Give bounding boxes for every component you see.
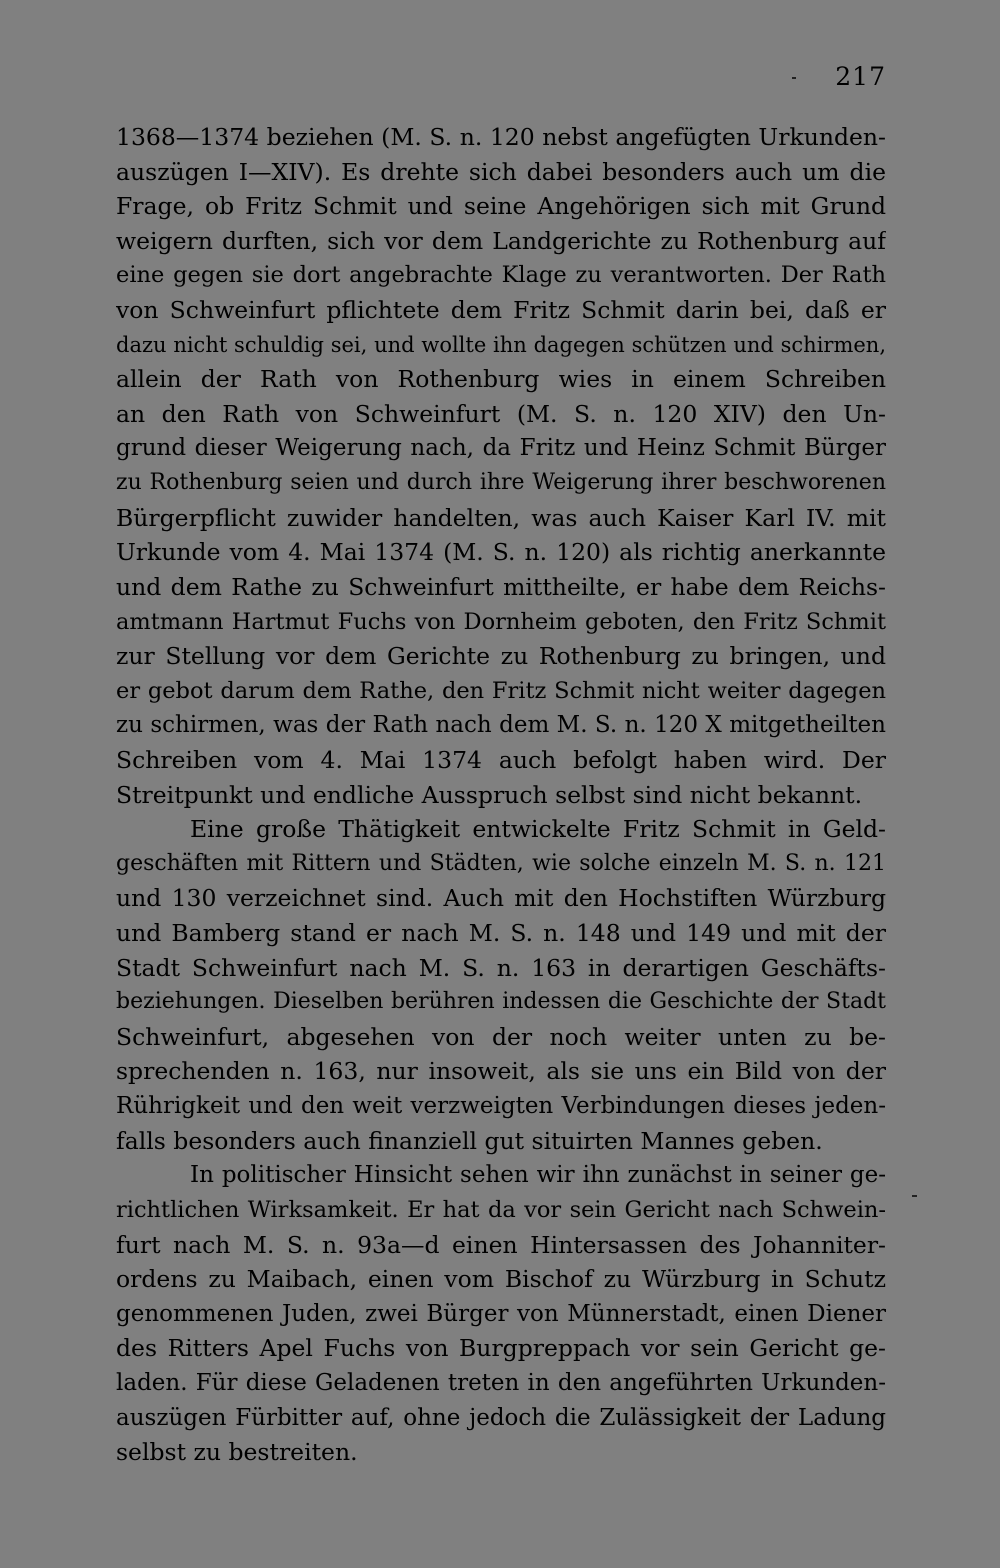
text-line: Eine große Thätigkeit entwickelte Fritz Schmit in Geld- (190, 815, 886, 844)
text-line: an den Rath von Schweinfurt (M. S. n. 120 XIV) den Un- (116, 399, 886, 428)
text-line: auszügen Fürbitter auf, ohne jedoch die Zulässigkeit der Ladung (116, 1404, 886, 1431)
text-line: des Ritters Apel Fuchs von Burgpreppach vor sein Gericht ge- (116, 1334, 886, 1363)
text-line: er gebot darum dem Rathe, den Fritz Schmit nicht weiter dagegen (116, 677, 886, 704)
text-line: In politischer Hinsicht sehen wir ihn zunächst in seiner ge- (190, 1162, 886, 1189)
text-line: selbst zu bestreiten. (116, 1438, 358, 1467)
paragraph (116, 120, 886, 812)
text-line: Bürgerpflicht zuwider handelten, was auch Kaiser Karl IV. mit (116, 503, 886, 532)
text-line: Stadt Schweinfurt nach M. S. n. 163 in derartigen Geschäfts- (116, 953, 886, 982)
paragraph (116, 812, 886, 1158)
text-line: ordens zu Maibach, einen vom Bischof zu Würzburg in Schutz (116, 1265, 886, 1294)
text-line: zu schirmen, was der Rath nach dem M. S. n. 120 X mitgetheilten (116, 712, 886, 739)
text-line: sprechenden n. 163, nur insoweit, als sie uns ein Bild von der (116, 1057, 886, 1086)
text-line: Rührigkeit und den weit verzweigten Verbindungen dieses jeden- (116, 1093, 886, 1120)
body-text (116, 120, 886, 1470)
text-line: Streitpunkt und endliche Ausspruch selbst sind nicht bekannt. (116, 780, 863, 809)
page-speck (792, 77, 796, 79)
text-line: eine gegen sie dort angebrachte Klage zu verantworten. Der Rath (116, 262, 886, 289)
page-speck (912, 1195, 917, 1197)
text-line: allein der Rath von Rothenburg wies in einem Schreiben (116, 365, 886, 394)
text-line: beziehungen. Dieselben berühren indessen die Geschichte der Stadt (116, 989, 886, 1015)
text-line: falls besonders auch finanziell gut situirten Mannes geben. (116, 1126, 823, 1155)
text-line: auszügen I—XIV). Es drehte sich dabei besonders auch um die (116, 157, 886, 186)
paragraph (116, 1158, 886, 1469)
text-line: richtlichen Wirksamkeit. Er hat da vor sein Gericht nach Schwein- (116, 1196, 886, 1223)
text-line: und dem Rathe zu Schweinfurt mittheilte, er habe dem Reichs- (116, 572, 886, 601)
text-line: und 130 verzeichnet sind. Auch mit den Hochstiften Würzburg (116, 884, 886, 913)
text-line: Frage, ob Fritz Schmit und seine Angehörigen sich mit Grund (116, 192, 886, 221)
text-line: genommenen Juden, zwei Bürger von Münnerstadt, einen Diener (116, 1300, 886, 1327)
text-line: von Schweinfurt pflichtete dem Fritz Schmit darin bei, daß er (116, 296, 886, 325)
text-line: geschäften mit Rittern und Städten, wie solche einzeln M. S. n. 121 (116, 850, 886, 876)
text-line: und Bamberg stand er nach M. S. n. 148 und 149 und mit der (116, 919, 886, 948)
text-line: Schweinfurt, abgesehen von der noch weiter unten zu be- (116, 1022, 886, 1051)
text-line: furt nach M. S. n. 93a—d einen Hintersassen des Johanniter- (116, 1230, 886, 1259)
text-line: 1368—1374 beziehen (M. S. n. 120 nebst angefügten Urkunden- (116, 123, 886, 151)
text-line: amtmann Hartmut Fuchs von Dornheim geboten, den Fritz Schmit (116, 608, 886, 635)
text-line: zur Stellung vor dem Gerichte zu Rothenburg zu bringen, und (116, 642, 886, 671)
text-line: grund dieser Weigerung nach, da Fritz und Heinz Schmit Bürger (116, 435, 886, 462)
text-line: Schreiben vom 4. Mai 1374 auch befolgt haben wird. Der (116, 745, 886, 774)
text-line: laden. Für diese Geladenen treten in den angeführten Urkunden- (116, 1369, 886, 1396)
page-number: 217 (835, 62, 886, 91)
text-line: zu Rothenburg seien und durch ihre Weigerung ihrer beschworenen (116, 470, 886, 496)
text-line: dazu nicht schuldig sei, und wollte ihn dagegen schützen und schirmen, (116, 332, 886, 357)
text-line: weigern durften, sich vor dem Landgerichte zu Rothenburg auf (116, 226, 886, 255)
text-line: Urkunde vom 4. Mai 1374 (M. S. n. 120) als richtig anerkannte (116, 538, 886, 567)
